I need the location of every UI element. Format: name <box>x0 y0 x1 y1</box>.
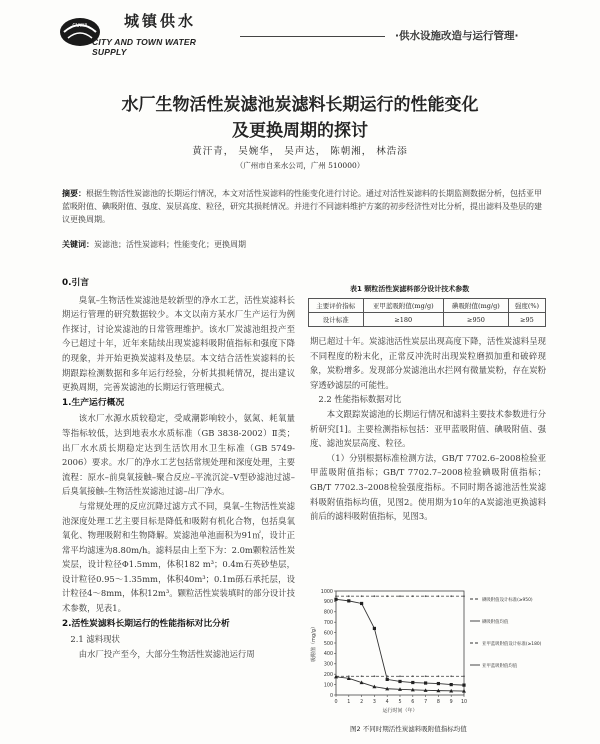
data-point <box>450 675 452 677</box>
legend-label: 碘吸附值均值 <box>482 619 509 625</box>
series-line <box>336 599 464 685</box>
table-header-cell: 碘吸附值(mg/g) <box>443 299 508 313</box>
section21-paragraph: 由水厂投产至今，大部分生物活性炭滤池运行周 <box>78 648 255 659</box>
data-point <box>463 675 465 677</box>
right-paragraph3: （1）分别根据标准检测方法，GB/T 7702.6–2008检验亚甲蓝吸附值指标；GB/T 7702.7–2008检验碘吸附值指标；GB/T 7702.3–2008检验强度指标。不同时期各滤池活性炭滤料吸附值指标均值，见图2。使用期为10年的A炭滤池更换滤料前后的滤料吸附值指标，见图3。 <box>310 452 546 522</box>
x-tick-label: 2 <box>360 700 364 705</box>
y-tick-label: 600 <box>323 631 333 637</box>
section1-paragraph2: 与常规处理的反应沉降过滤方式不同，臭氧–生物活性炭滤池深度处理工艺主要目标是降低和吸附有机化合物，包括臭氧氧化、物理吸附和生物降解。炭滤池单池面积为91㎡，设计正常平均滤速为8.80m/h。滤料层由上至下为：2.0m颗粒活性炭炭层，设计粒径Φ1.5mm，体积182 m³；0.4m石英砂垫层，设计粒径0.95～1.35mm，体积40m³；0.1m砾石承托层，设计粒径4～8mm，体积12m³。颗粒活性炭装填时的部分设计技术参数，见表1。 <box>62 500 295 614</box>
y-tick-label: 500 <box>323 641 333 647</box>
x-tick-label: 9 <box>449 700 453 705</box>
y-tick-label: 200 <box>323 673 333 678</box>
data-point <box>361 675 363 677</box>
table-header-cell: 亚甲蓝吸附值(mg/g) <box>363 299 443 313</box>
data-point <box>386 678 389 681</box>
section1-heading: 1.生产运行概况 <box>62 397 125 408</box>
x-axis-label: 运行时间（年） <box>382 708 418 714</box>
right-paragraph2: 本文跟踪炭滤池的长期运行情况和滤料主要技术参数进行分析研究[1]。主要检测指标包括：亚甲蓝吸附值、碘吸附值、强度、滤池炭层高度、粒径。 <box>310 408 546 449</box>
keywords <box>62 238 542 251</box>
x-tick-label: 0 <box>334 700 338 705</box>
logo-en: CITY AND TOWN WATER SUPPLY <box>92 37 197 57</box>
abstract-label: 摘要： <box>62 189 86 198</box>
right-column <box>310 334 546 524</box>
y-tick-label: 800 <box>323 610 333 616</box>
abstract <box>62 187 542 226</box>
right-paragraph1: 期已超过十年。炭滤池活性炭层出现高度下降，活性炭滤料呈现不同程度的粉末化，正常反冲洗时出现炭粒磨损加重和破碎现象，炭粉增多。发现部分炭滤池出水拦网有微量炭粉，存在炭粉穿透砂滤层的可能性。 <box>310 336 546 390</box>
data-point <box>462 684 465 687</box>
legend-label: 亚甲蓝吸附值设计标准(≥180) <box>482 641 542 647</box>
x-tick-label: 5 <box>398 700 402 705</box>
table1-caption: 表1 颗粒活性炭滤料部分设计技术参数 <box>350 285 470 293</box>
data-point <box>438 595 440 597</box>
section1-paragraph1: 该水厂水源水质较稳定，受咸潮影响较小，氨氮、耗氧量等指标较低，达到地表水水质标准（GB 3838-2002）Ⅱ类；出厂水水质长期稳定达到生活饮用水卫生标准（GB 5749-2006）要求。水厂的净水工艺包括常规处理和深度处理，主要流程：原水–前臭氧接触–聚合反应–平流沉淀–V型砂滤池过滤–后臭氧接触–生物活性炭滤池过滤–出厂净水。 <box>62 413 295 497</box>
article-title-line1: 水厂生物活性炭滤池炭滤料长期运行的性能变化 <box>121 95 479 115</box>
table-cell: ≥180 <box>363 313 443 327</box>
x-tick-label: 8 <box>436 700 440 705</box>
authors: 黄汗青， 吴婉华， 吴声达， 陈朝湘， 林浩添 <box>192 146 408 157</box>
section22-heading: 2.2 性能指标数据对比 <box>318 394 402 405</box>
figure2-caption: 图2 不同时期活性炭滤料吸附值指标均值 <box>350 725 467 733</box>
y-tick-label: 1000 <box>320 589 333 595</box>
x-tick-label: 3 <box>372 700 376 705</box>
x-tick-label: 7 <box>424 700 428 705</box>
svg-text:CUWA: CUWA <box>72 23 88 29</box>
table-header-cell: 主要评价指标 <box>309 299 364 313</box>
data-point <box>386 595 388 597</box>
table-cell: ≥95 <box>508 313 545 327</box>
y-tick-label: 300 <box>323 662 333 668</box>
y-tick-label: 900 <box>323 600 333 606</box>
plot-frame <box>336 591 464 695</box>
y-axis-label: 吸附值（mg/g） <box>311 624 317 662</box>
x-tick-label: 10 <box>460 700 468 705</box>
data-point <box>360 602 363 605</box>
data-point <box>412 675 414 677</box>
intro-paragraph: 臭氧–生物活性炭滤池是较新型的净水工艺，活性炭滤料长期运行管理的研究数据较少。本文以南方某水厂生产运行为例作探讨，讨论炭滤池的日常管理维护。该水厂炭滤池组投产至今已超过十年，近年来陆续出现炭滤料吸附值指标和强度下降的现象，并开始更换炭滤料及垫层。本文结合活性炭滤料的长期跟踪检测数据和多年运行经验，分析其损耗情况，提出建议更换周期，完善炭滤池的长期运行管理模式。 <box>62 294 295 393</box>
data-point <box>374 675 376 677</box>
logo-cn: 城镇供水 <box>124 12 197 30</box>
data-point <box>412 595 414 597</box>
section2-heading: 2.活性炭滤料长期运行的性能指标对比分析 <box>62 618 230 629</box>
affiliation: （广州市自来水公司，广州 510000） <box>235 161 365 170</box>
legend-label: 亚甲蓝吸附值均值 <box>482 663 518 669</box>
x-tick-label: 4 <box>385 700 389 705</box>
data-point <box>347 599 350 602</box>
logo <box>58 6 228 57</box>
section-label: ·供水设施改造与运行管理· <box>395 30 519 42</box>
table-header-cell: 强度(%) <box>508 299 545 313</box>
x-tick-label: 1 <box>347 700 351 705</box>
data-point <box>398 680 401 683</box>
data-point <box>373 627 376 630</box>
y-tick-label: 700 <box>323 621 333 626</box>
data-point <box>361 595 363 597</box>
y-tick-label: 400 <box>323 652 333 658</box>
data-point <box>425 595 427 597</box>
data-point <box>335 595 337 597</box>
article-title-line2: 及更换周期的探讨 <box>232 121 368 141</box>
abstract-text: 根据生物活性炭滤池的长期运行情况，本文对活性炭滤料的性能变化进行讨论。通过对活性炭滤料的长期监测数据分析，包括亚甲蓝吸附值、碘吸附值、强度、炭层高度、粒径，研究其损耗情况。并进行不同滤料维护方案的初步经济性对比分析，提出滤料及垫层的建议更换周期。 <box>62 189 542 224</box>
data-point <box>399 595 401 597</box>
y-tick-label: 100 <box>323 683 333 689</box>
data-point <box>348 595 350 597</box>
table-header-row <box>309 299 546 313</box>
data-point <box>425 675 427 677</box>
intro-heading: 0.引言 <box>62 278 90 288</box>
data-point <box>399 675 401 677</box>
data-point <box>463 595 465 597</box>
data-point <box>411 681 414 684</box>
keywords-text: 炭滤池；活性炭滤料；性能变化；更换周期 <box>94 240 246 249</box>
table-cell: ≥950 <box>443 313 508 327</box>
data-point <box>334 598 337 601</box>
y-tick-label: 0 <box>329 693 333 699</box>
left-column <box>62 276 295 661</box>
table-row <box>309 313 546 327</box>
data-point <box>374 595 376 597</box>
data-point <box>450 683 453 686</box>
data-point <box>386 675 388 677</box>
data-point <box>450 595 452 597</box>
data-point <box>437 682 440 685</box>
figure2-chart <box>308 585 548 717</box>
section21-heading: 2.1 滤料现状 <box>70 634 120 645</box>
legend-label: 碘吸附值设计标准(≥950) <box>482 597 533 603</box>
data-point <box>424 681 427 684</box>
table-cell: 设计标准 <box>309 313 364 327</box>
header-rule <box>240 36 385 37</box>
keywords-label: 关键词： <box>62 240 94 249</box>
x-tick-label: 6 <box>411 700 415 705</box>
table1 <box>308 298 546 327</box>
data-point <box>438 675 440 677</box>
